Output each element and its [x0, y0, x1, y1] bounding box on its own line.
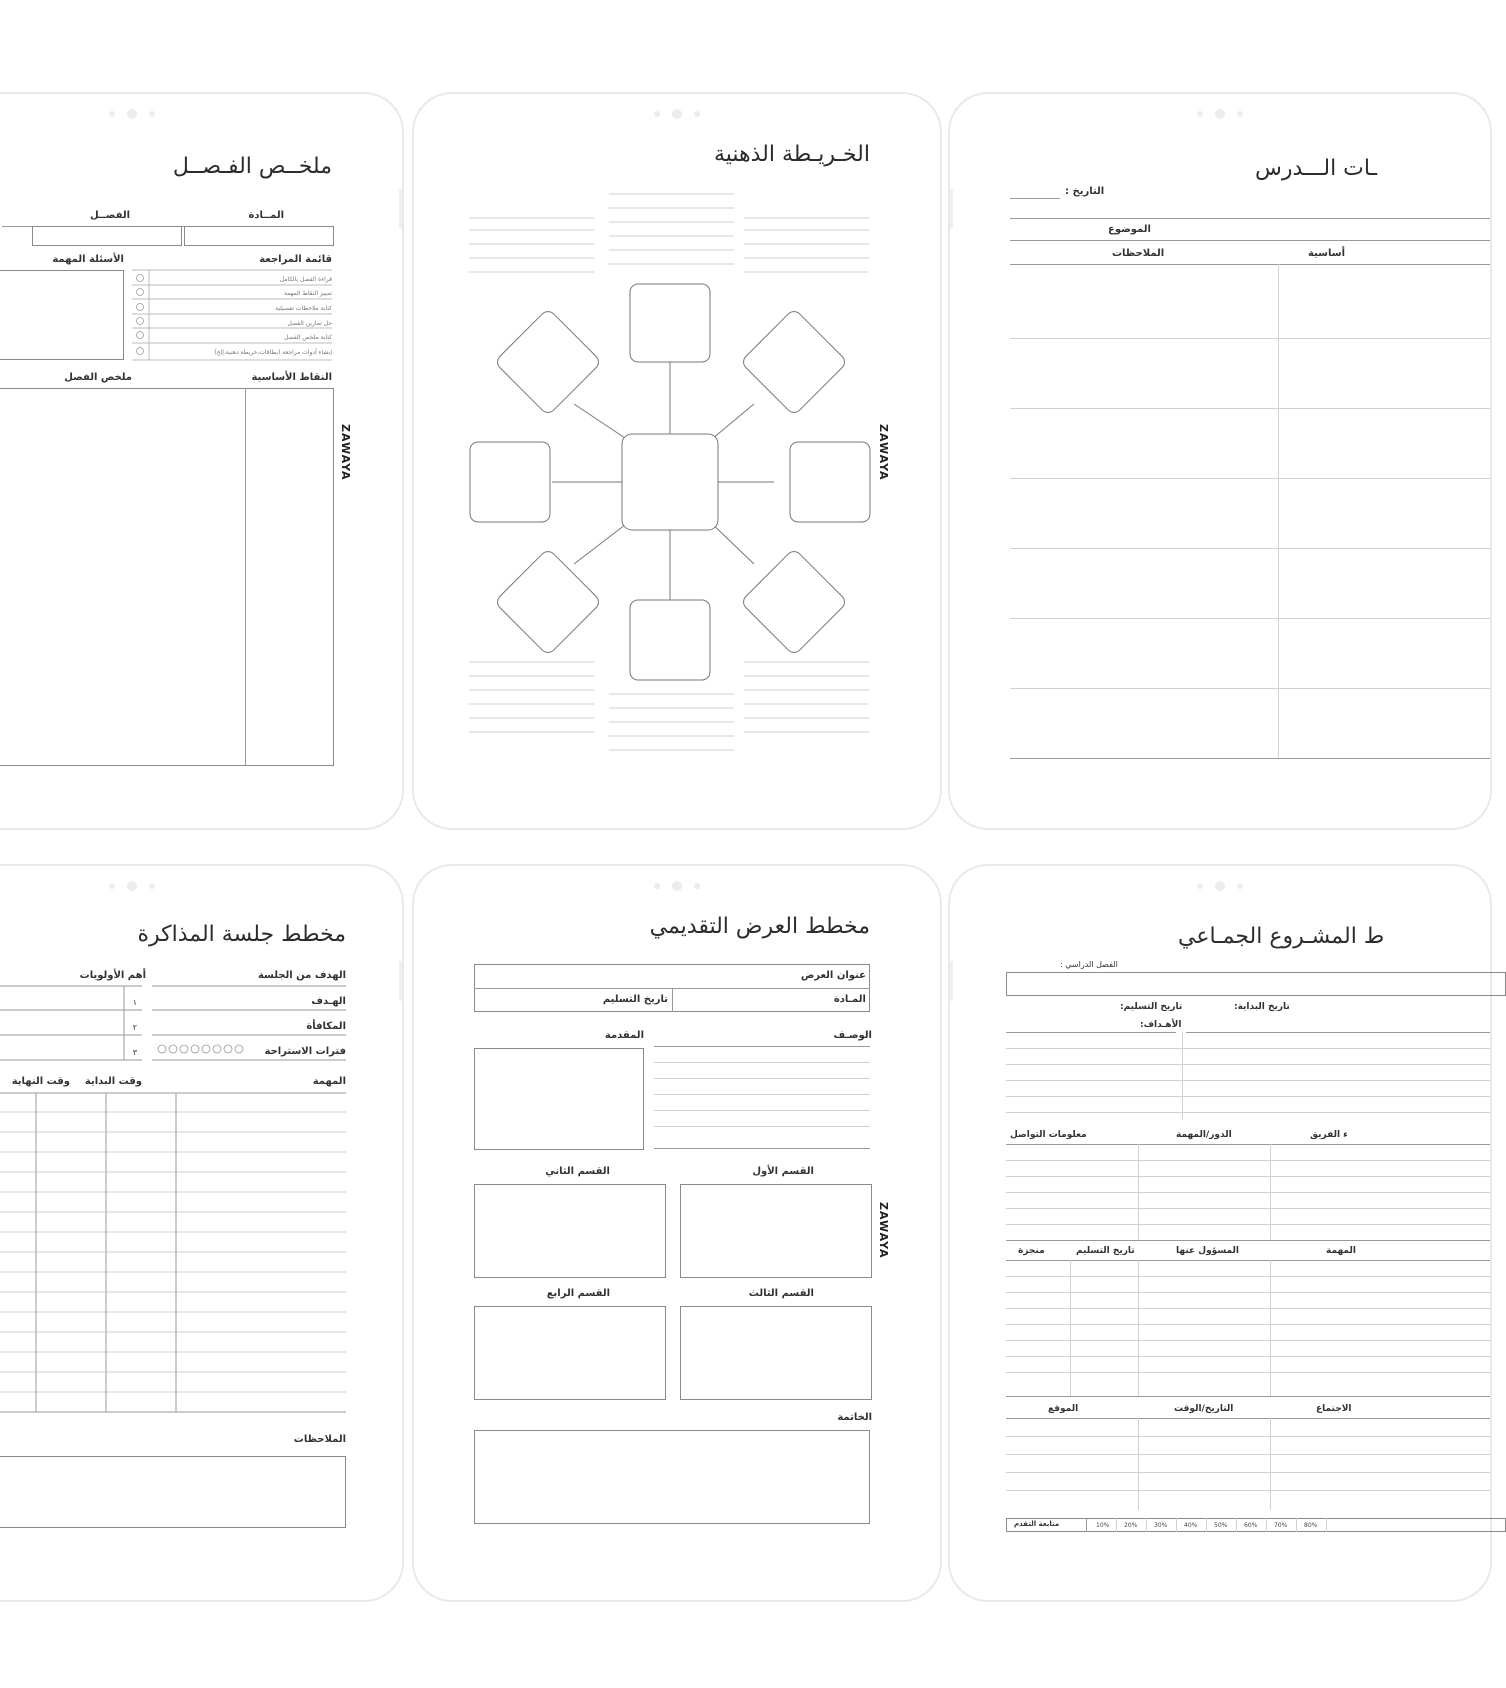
topic-label: الموضوع: [1108, 224, 1151, 235]
tablet-lesson-notes: [948, 92, 1492, 830]
conclusion-label: الخاتمة: [837, 1412, 872, 1423]
section1-label: القسم الأول: [752, 1166, 814, 1177]
description-line: [654, 1110, 870, 1111]
mind-map-diagram: [414, 94, 940, 828]
column-divider: [1270, 1418, 1271, 1510]
column-divider: [1270, 1144, 1271, 1240]
key-points-label: أساسية: [1308, 248, 1345, 259]
progress-step[interactable]: 20%: [1124, 1522, 1138, 1529]
page-title: مخطط جلسة المذاكرة: [137, 922, 346, 947]
section2-box[interactable]: [474, 1184, 666, 1278]
meeting-label: الاجتماع: [1316, 1404, 1352, 1414]
brand-logo: ZAWAYA: [339, 424, 352, 481]
progress-divider: [1206, 1518, 1207, 1532]
datetime-label: التاريخ/الوقت: [1174, 1404, 1234, 1414]
column-divider: [1138, 1418, 1139, 1510]
brand-logo: ZAWAYA: [877, 424, 890, 481]
progress-divider: [1296, 1518, 1297, 1532]
progress-divider: [1236, 1518, 1237, 1532]
progress-step[interactable]: 40%: [1184, 1522, 1198, 1529]
responsible-label: المسؤول عنها: [1176, 1246, 1239, 1256]
description-line: [654, 1148, 870, 1149]
page-title: ملخــص الفـصــل: [172, 154, 332, 179]
row-line: [1006, 1372, 1490, 1373]
notes-label: الملاحظات: [293, 1434, 346, 1445]
review-item: كتابة ملاحظات تفصيلية: [275, 305, 332, 312]
tablet-mind-map: [412, 92, 942, 830]
divider: [1186, 1032, 1490, 1033]
divider: [1006, 1260, 1490, 1261]
team-label: ء الفريق: [1310, 1130, 1348, 1140]
row-line: [1010, 618, 1490, 619]
location-label: الموقع: [1048, 1404, 1079, 1414]
row-line: [1006, 1340, 1490, 1341]
review-item: تمييز النقاط المهمة: [283, 290, 332, 297]
page-title: ط المشـروع الجمـاعي: [1178, 924, 1385, 949]
tablet-presentation: [412, 864, 942, 1602]
section4-box[interactable]: [474, 1306, 666, 1400]
date-line: [1010, 198, 1060, 199]
description-label: الوصـف: [833, 1030, 872, 1041]
side-button: [399, 961, 402, 1001]
row-line: [1006, 1276, 1490, 1277]
row-line: [1006, 1454, 1490, 1455]
column-divider: [1182, 1032, 1183, 1120]
subject-label: المـادة: [833, 994, 866, 1005]
section4-label: القسم الرابع: [546, 1288, 610, 1299]
row-line: [1006, 1472, 1490, 1473]
progress-step[interactable]: 60%: [1244, 1522, 1258, 1529]
priority-number: ٢: [132, 1023, 137, 1032]
review-item: حل تمارين الفصل: [287, 320, 332, 327]
subject-field[interactable]: [184, 226, 334, 246]
progress-divider: [1266, 1518, 1267, 1532]
goal-section-label: الهدف من الجلسة: [257, 970, 346, 981]
reward-label: المكافأة: [306, 1021, 346, 1032]
review-list-label: قائمة المراجعة: [259, 254, 332, 265]
description-line: [654, 1046, 870, 1047]
row-line: [1006, 1490, 1490, 1491]
progress-divider: [1116, 1518, 1117, 1532]
divider: [1010, 758, 1490, 759]
side-button: [950, 961, 953, 1001]
progress-divider: [1326, 1518, 1327, 1532]
delivery-date-label: تاريخ التسليم: [602, 994, 668, 1005]
side-button: [950, 189, 953, 229]
progress-divider: [1086, 1518, 1087, 1532]
camera: [1195, 108, 1245, 120]
divider: [245, 388, 246, 766]
intro-label: المقدمة: [604, 1030, 644, 1041]
priority-number: ٣: [132, 1048, 137, 1057]
camera: [107, 880, 157, 892]
review-item: قراءة الفصل بالكامل: [279, 276, 332, 283]
description-line: [654, 1078, 870, 1079]
page-title: الخـريـطة الذهنية: [713, 142, 870, 167]
goal-label: الهـدف: [311, 996, 346, 1007]
row-line: [1006, 1048, 1490, 1049]
row-line: [1006, 1160, 1490, 1161]
end-time-label: وقت النهاية: [11, 1076, 70, 1087]
start-date-label: تاريخ البداية:: [1234, 1002, 1290, 1012]
progress-step[interactable]: 70%: [1274, 1522, 1288, 1529]
task-label: المهمة: [1326, 1246, 1356, 1256]
column-divider: [1270, 1260, 1271, 1396]
brand-logo: ZAWAYA: [877, 1202, 890, 1259]
row-line: [1006, 1176, 1490, 1177]
chapter-summary-label: ملخص الفصل: [64, 372, 132, 383]
row-line: [1010, 548, 1490, 549]
divider: [1010, 264, 1490, 265]
summary-box[interactable]: [0, 388, 334, 766]
divider: [1006, 1396, 1490, 1397]
subject-label: المــادة: [248, 210, 284, 221]
column-divider: [1138, 1260, 1139, 1396]
row-line: [1010, 408, 1490, 409]
presentation-title-label: عنوان العرض: [800, 970, 866, 981]
row-line: [1010, 688, 1490, 689]
priorities-label: أهم الأولويات: [79, 970, 146, 981]
section3-box[interactable]: [680, 1306, 872, 1400]
important-questions-box[interactable]: [0, 270, 124, 360]
row-line: [1006, 1224, 1490, 1225]
progress-step[interactable]: 50%: [1214, 1522, 1228, 1529]
progress-step[interactable]: 80%: [1304, 1522, 1318, 1529]
row-line: [1010, 338, 1490, 339]
row-line: [1006, 1356, 1490, 1357]
done-label: منجزة: [1018, 1246, 1045, 1256]
key-points-label: النقاط الأساسية: [251, 372, 332, 383]
row-line: [1006, 1096, 1490, 1097]
review-checklist-lines: [132, 268, 332, 362]
review-item: كتابة ملخص الفصل: [284, 334, 332, 341]
role-label: الدور/المهمة: [1176, 1130, 1232, 1140]
progress-step[interactable]: 30%: [1154, 1522, 1168, 1529]
tablet-chapter-summary: [0, 92, 404, 830]
row-line: [1006, 1436, 1490, 1437]
divider: [1010, 240, 1490, 241]
start-time-label: وقت البداية: [84, 1076, 142, 1087]
column-divider: [1070, 1260, 1071, 1396]
notes-box[interactable]: [0, 1456, 346, 1528]
review-item: إنشاء أدوات مراجعة (بطاقات،خريطة ذهنية،إلخ): [214, 349, 332, 356]
breaks-label: فترات الاستراحة: [264, 1046, 346, 1057]
row-line: [1006, 1292, 1490, 1293]
row-line: [1010, 478, 1490, 479]
description-line: [654, 1062, 870, 1063]
column-divider: [1138, 1144, 1139, 1240]
chapter-field[interactable]: [32, 226, 182, 246]
description-line: [654, 1094, 870, 1095]
divider: [1006, 1240, 1490, 1241]
camera: [1195, 880, 1245, 892]
progress-step[interactable]: 10%: [1096, 1522, 1110, 1529]
section3-label: القسم الثالث: [748, 1288, 814, 1299]
section1-box[interactable]: [680, 1184, 872, 1278]
task-label: المهمة: [312, 1076, 346, 1087]
task-table: [0, 1092, 402, 1414]
divider: [672, 988, 673, 1012]
session-goal-grid: [0, 984, 402, 1068]
divider: [1010, 218, 1490, 219]
row-line: [1006, 1080, 1490, 1081]
progress-divider: [1146, 1518, 1147, 1532]
side-button: [399, 189, 402, 229]
divider: [1006, 1144, 1490, 1145]
progress-label: متابعة التقدم: [1014, 1520, 1060, 1528]
row-line: [1006, 1324, 1490, 1325]
semester-field[interactable]: [1006, 972, 1506, 996]
important-questions-label: الأسئلة المهمة: [52, 254, 124, 265]
camera: [107, 108, 157, 120]
divider: [1006, 1032, 1176, 1033]
section2-label: القسم الثاني: [545, 1166, 610, 1177]
goals-label: الأهـداف:: [1140, 1020, 1182, 1030]
semester-label: الفصل الدراسي :: [1060, 960, 1118, 969]
chapter-label: الفصــل: [90, 210, 130, 221]
notes-label: الملاحظات: [1112, 248, 1165, 259]
contact-label: معلومات التواصل: [1010, 1130, 1087, 1140]
progress-divider: [1176, 1518, 1177, 1532]
row-line: [1006, 1112, 1490, 1113]
tablet-group-project: [948, 864, 1492, 1602]
row-line: [1006, 1308, 1490, 1309]
description-line: [654, 1126, 870, 1127]
date-label: التاريخ :: [1065, 186, 1105, 197]
row-line: [1006, 1064, 1490, 1065]
row-line: [1006, 1192, 1490, 1193]
page-title: ـات الـــدرس: [1255, 156, 1378, 181]
priority-number: ١: [132, 998, 137, 1007]
intro-box[interactable]: [474, 1048, 644, 1150]
delivery-label: تاريخ التسليم: [1076, 1246, 1135, 1256]
delivery-date-label: تاريخ التسليم:: [1120, 1002, 1183, 1012]
camera: [652, 880, 702, 892]
page-title: مخطط العرض التقديمي: [649, 914, 870, 939]
conclusion-box[interactable]: [474, 1430, 870, 1524]
divider: [1006, 1418, 1490, 1419]
tablet-study-session: [0, 864, 404, 1602]
row-line: [1006, 1208, 1490, 1209]
